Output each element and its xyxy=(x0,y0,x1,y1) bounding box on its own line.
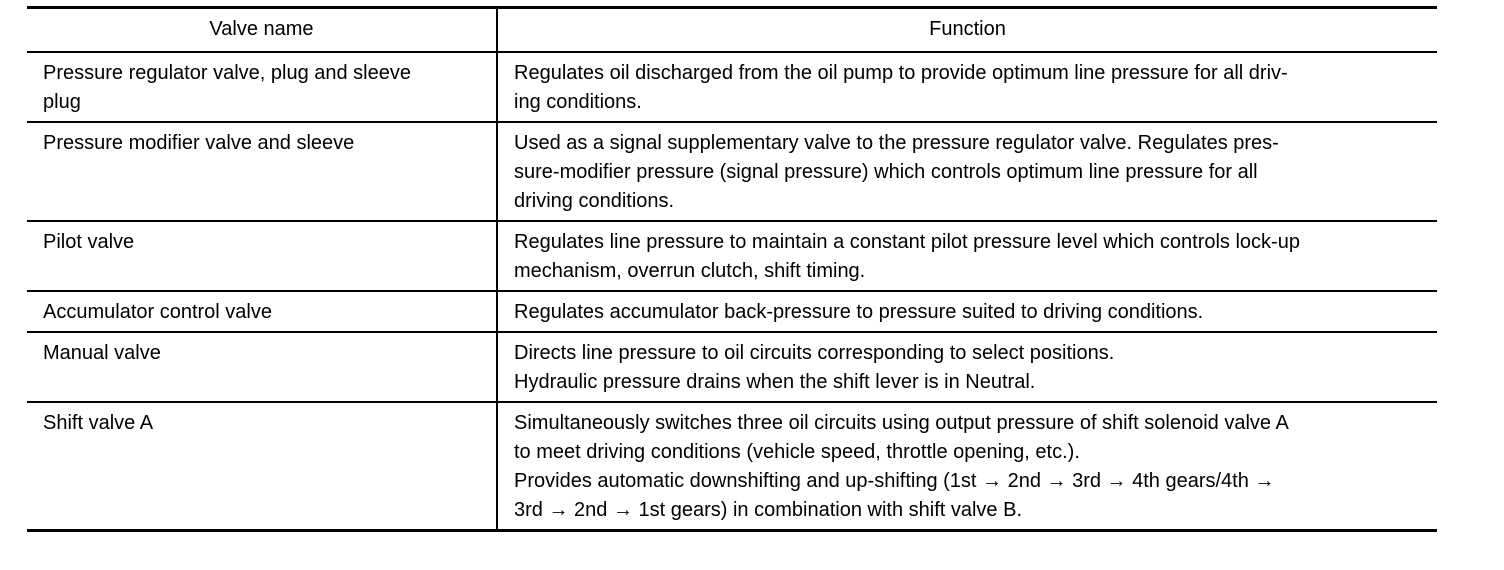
function-line: Hydraulic pressure drains when the shift lever is in Neutral. xyxy=(514,370,1036,393)
function-cell xyxy=(497,402,1437,531)
function-line: sure-modifier pressure (signal pressure) which controls optimum line pressure for all xyxy=(514,160,1258,183)
function-line: 3rd → 2nd → 1st gears) in combination with shift valve B. xyxy=(514,498,1023,521)
valve-name-cell xyxy=(27,221,497,291)
valve-name-header: Valve name xyxy=(27,8,497,52)
valve-name-cell xyxy=(27,291,497,332)
table-row xyxy=(27,221,1437,291)
function-line: to meet driving conditions (vehicle speed, throttle opening, etc.). xyxy=(514,440,1080,463)
function-cell xyxy=(497,221,1437,291)
function-header: Function xyxy=(497,8,1437,52)
function-line: Regulates line pressure to maintain a constant pilot pressure level which controls lock-up xyxy=(514,230,1300,253)
function-cell xyxy=(497,291,1437,332)
function-cell xyxy=(497,122,1437,221)
valve-name-line: Pilot valve xyxy=(43,230,135,253)
function-line: driving conditions. xyxy=(514,189,675,212)
valve-name-line: Accumulator control valve xyxy=(43,300,272,323)
valve-name-line: Manual valve xyxy=(43,341,161,364)
valve-name-line: Pressure modifier valve and sleeve xyxy=(43,131,355,154)
function-line: Simultaneously switches three oil circuits using output pressure of shift solenoid valve A xyxy=(514,411,1289,434)
function-cell xyxy=(497,52,1437,122)
table-body xyxy=(27,52,1437,531)
table-header-row xyxy=(27,8,1437,52)
valve-name-line: plug xyxy=(43,90,81,113)
function-line: mechanism, overrun clutch, shift timing. xyxy=(514,259,866,282)
function-line: Provides automatic downshifting and up-shifting (1st → 2nd → 3rd → 4th gears/4th → xyxy=(514,469,1275,492)
function-line: ing conditions. xyxy=(514,90,642,113)
valve-name-cell xyxy=(27,122,497,221)
table-row xyxy=(27,332,1437,402)
valve-name-cell xyxy=(27,402,497,531)
valve-name-cell xyxy=(27,332,497,402)
function-line: Used as a signal supplementary valve to the pressure regulator valve. Regulates pres- xyxy=(514,131,1279,154)
valve-name-line: Shift valve A xyxy=(43,411,154,434)
table-row xyxy=(27,402,1437,531)
table-row xyxy=(27,122,1437,221)
function-line: Directs line pressure to oil circuits corresponding to select positions. xyxy=(514,341,1115,364)
function-line: Regulates accumulator back-pressure to pressure suited to driving conditions. xyxy=(514,300,1204,323)
valve-name-line: Pressure regulator valve, plug and sleeve xyxy=(43,61,411,84)
table-row xyxy=(27,52,1437,122)
valve-name-cell xyxy=(27,52,497,122)
function-line: Regulates oil discharged from the oil pump to provide optimum line pressure for all driv- xyxy=(514,61,1288,84)
valve-function-table xyxy=(27,6,1437,532)
function-cell xyxy=(497,332,1437,402)
table-row xyxy=(27,291,1437,332)
